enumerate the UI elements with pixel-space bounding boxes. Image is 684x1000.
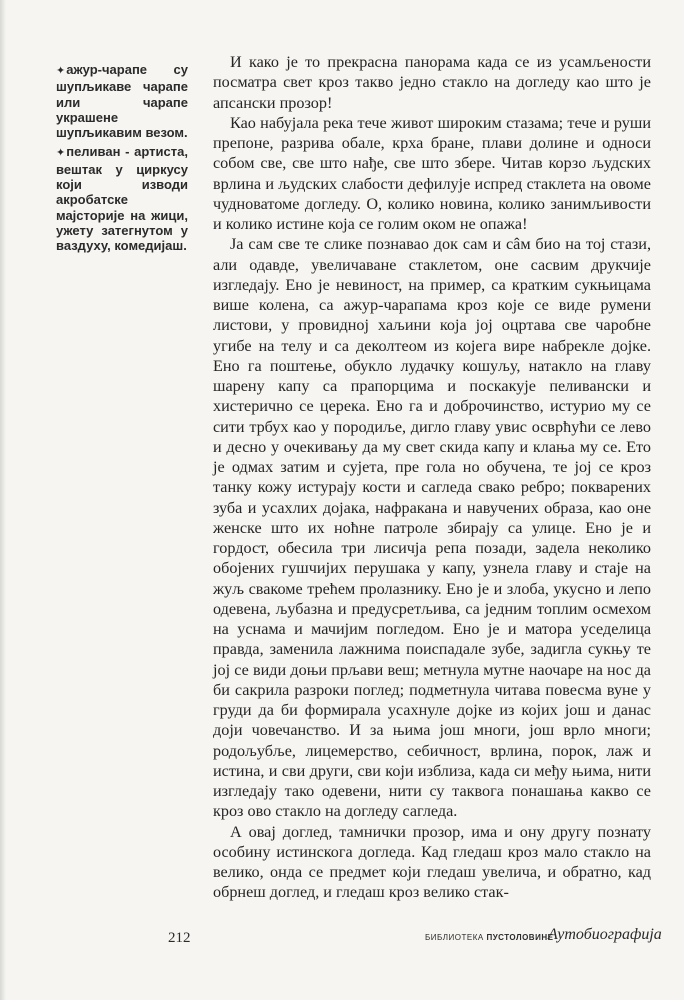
page-number: 212 bbox=[168, 930, 191, 946]
glossary-entry bbox=[56, 62, 188, 140]
page-gutter-shadow bbox=[0, 0, 6, 1000]
glossary-marker-icon: ✦ bbox=[56, 147, 66, 160]
main-text-column bbox=[213, 52, 651, 903]
glossary-definition: - артиста, вештак у циркусу који изводи акробатске мајсторије на жици, ужету затегнутом у ваздуху, комедијаш. bbox=[56, 144, 188, 254]
paragraph: И како је то прекрасна панорама када се из усамљености посматра свет кроз такво једно стакло на догледу као што је апсански прозор! bbox=[213, 53, 651, 112]
glossary-sidebar bbox=[56, 62, 188, 258]
glossary-entry bbox=[56, 144, 188, 253]
glossary-term: пеливан bbox=[66, 144, 121, 160]
paragraph: А овај доглед, тамнички прозор, има и ону другу познату особину истинскога догледа. Кад гледаш кроз мало стакло на велико, онда се предмет који гледаш увелича, и обратно, кад обрнеш доглед, и гледаш кроз велико стак- bbox=[213, 822, 651, 902]
book-title: Аутобиографија bbox=[548, 926, 662, 943]
glossary-definition: су шупљикаве чарапе или чарапе украшене шупљикавим везом. bbox=[56, 62, 188, 141]
series-label bbox=[425, 933, 553, 942]
glossary-term: ажур-чарапе bbox=[66, 62, 148, 77]
series-name: ПУСТОЛОВИНЕ bbox=[486, 933, 554, 942]
paragraph: Као набујала река тече живот широким стазама; тече и руши препоне, разрива обале, крха бране, плави долине и односи собом све, све што нађе, све што збере. Читав корзо људских врлина и људских слабости дефилује испред стаклета на овоме чудноватоме догледу. О, колико новина, колико занимљивости и колико истине која се голим оком не опажа! bbox=[213, 113, 651, 233]
paragraph: Ја сам све те слике познавао док сам и сâм био на тој стази, али одавде, увеличаване стаклетом, оне сасвим друкчије изгледају. Ено је невиност, на пример, са кратким сукњицама више колена, са ажур-чарапама кроз које се виде румени листови, у провидној хаљини која јој оцртава све чаробне угибе на телу и са деколтеом из којега вире набрекле дојке. Ено га поштење, обукло лудачку кошуљу, натакло на главу шарену капу са прапорцима и поскакује пеливански и хистерично се церека. Ено га и доброчинство, истурио му се сити трбух као у породиље, дигло главу увис осврћући се лево и десно у очекивању да му свет скида капу и клања му се. Ето је одмах затим и сујета, пре гола но обучена, те јој се кроз танку кожу истурају кости и сагледа свако ребро; покварених зуба и усахлих дојака, нафракана и навучених образа, као оне женске што их ноћне патроле збирају са улице. Ено је и гордост, обесила три лисичја репа позади, задела неколико обојених гушчијих перушака у капу, узнела главу и стаје на жуљ свакоме трећем пролазнику. Ено је и злоба, укусно и лепо одевена, љубазна и предусретљива, са једним топлим осмехом на уснама и мачијим погледом. Ено је и матора уседелица правда, заменила лажнима поиспадале зубе, задигла сукњу те јој се види доњи прљави веш; метнула мутне наочаре на нос да би сакрила разроки поглед; подметнула читава повесма вуне у груди да би формирала усахнуле дојке из којих још и данас доји човечанство. И за њима још многи, још врло многи; родољубље, лицемерство, себичност, врлина, порок, лаж и истина, и сви други, сви који изблиза, када си међу њима, нити изгледају тако одевени, нити су таквога понашања какво се кроз ово стакло на догледу сагледа. bbox=[213, 235, 651, 821]
glossary-marker-icon: ✦ bbox=[56, 65, 66, 77]
series-prefix: БИБЛИОТЕКА bbox=[425, 933, 484, 942]
